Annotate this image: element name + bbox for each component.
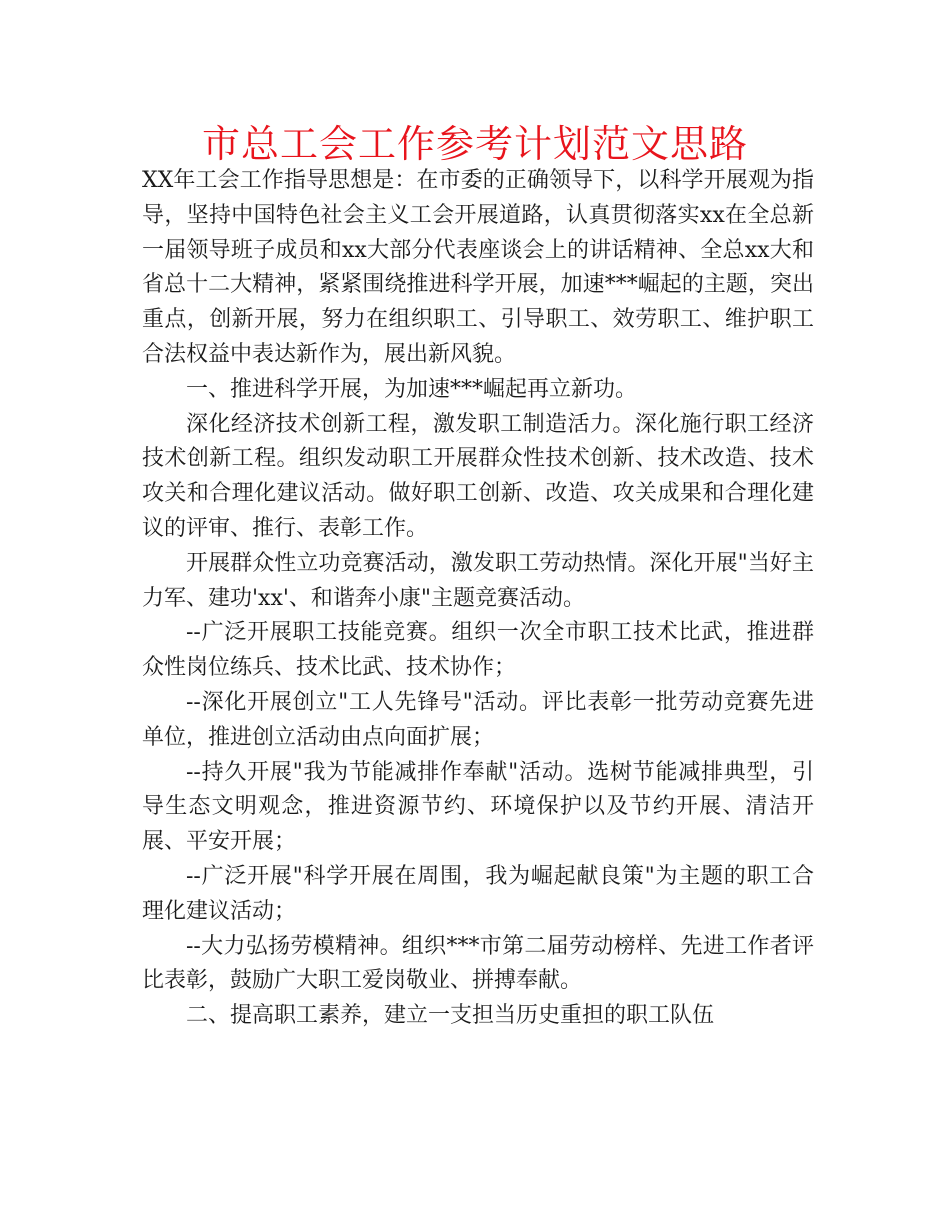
list-item: --广泛开展职工技能竞赛。组织一次全市职工技术比武，推进群众性岗位练兵、技术比武、技术协作； (142, 620, 814, 681)
list-item: --广泛开展"科学开展在周围，我为崛起献良策"为主题的职工合理化建议活动； (142, 863, 814, 924)
section-heading-2: 二、提高职工素养，建立一支担当历史重担的职工队伍 (186, 1003, 715, 1029)
list-item: --持久开展"我为节能减排作奉献"活动。选树节能减排典型，引导生态文明观念，推进资源节约、环境保护以及节约开展、清洁开展、平安开展； (142, 759, 814, 855)
document-title: 市总工会工作参考计划范文思路 (201, 122, 748, 166)
list-item: --深化开展创立"工人先锋号"活动。评比表彰一批劳动竞赛先进单位，推进创立活动由点向面扩展； (142, 689, 814, 750)
paragraph: 开展群众性立功竞赛活动，激发职工劳动热情。深化开展"当好主力军、建功'xx'、和谐奔小康"主题竞赛活动。 (142, 550, 814, 611)
document-body (142, 164, 814, 1034)
section-heading-1: 一、推进科学开展，为加速***崛起再立新功。 (186, 376, 638, 402)
paragraph-guiding-thought: XX年工会工作指导思想是：在市委的正确领导下，以科学开展观为指导，坚持中国特色社会主义工会开展道路，认真贯彻落实xx在全总新一届领导班子成员和xx大部分代表座谈会上的讲话精神、全总xx大和省总十二大精神，紧紧围绕推进科学开展，加速***崛起的主题，突出重点，创新开展，努力在组织职工、引导职工、效劳职工、维护职工合法权益中表达新作为，展出新风貌。 (142, 168, 814, 367)
list-item: --大力弘扬劳模精神。组织***市第二届劳动榜样、先进工作者评比表彰，鼓励广大职工爱岗敬业、拼搏奉献。 (142, 933, 814, 994)
paragraph: 深化经济技术创新工程，激发职工制造活力。深化施行职工经济技术创新工程。组织发动职工开展群众性技术创新、技术改造、技术攻关和合理化建议活动。做好职工创新、改造、攻关成果和合理化建议的评审、推行、表彰工作。 (142, 411, 814, 541)
